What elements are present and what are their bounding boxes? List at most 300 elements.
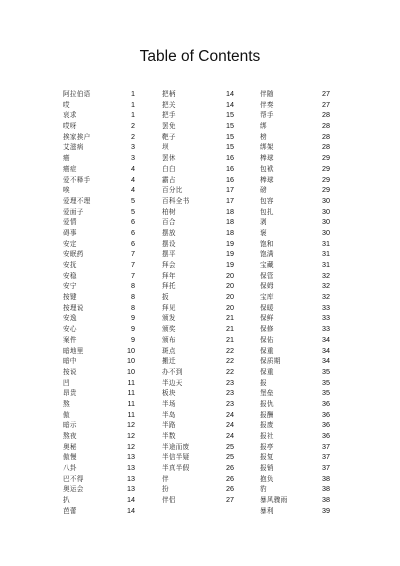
toc-page-number: 28	[322, 110, 330, 120]
toc-page-number: 16	[226, 153, 234, 163]
toc-term: 把关	[162, 100, 176, 109]
toc-entry	[260, 313, 330, 324]
toc-term: 碍事	[63, 228, 77, 237]
toc-entry	[162, 142, 234, 153]
toc-term: 罢休	[162, 154, 176, 163]
toc-page-number: 35	[322, 366, 330, 376]
toc-entry	[260, 506, 330, 517]
toc-term: 搬迁	[162, 357, 176, 366]
toc-page-number: 21	[226, 324, 234, 334]
toc-term: 癌	[63, 154, 70, 163]
toc-page-number: 22	[226, 345, 234, 355]
toc-term: 保重	[260, 346, 274, 355]
toc-page-number: 15	[226, 131, 234, 141]
toc-page-number: 23	[226, 388, 234, 398]
toc-term: 报仇	[260, 399, 274, 408]
toc-page-number: 37	[322, 463, 330, 473]
toc-term: 凹	[63, 378, 70, 387]
toc-column-1	[63, 89, 135, 517]
toc-term: 报社	[260, 432, 274, 440]
toc-term: 傲	[63, 410, 70, 419]
toc-page-number: 8	[131, 302, 135, 312]
toc-entry	[162, 281, 234, 292]
toc-entry	[63, 207, 135, 218]
toc-page-number: 36	[322, 398, 330, 408]
toc-term: 报	[260, 378, 267, 387]
toc-page-number: 4	[131, 185, 135, 195]
toc-entry	[162, 324, 234, 335]
toc-entry	[260, 420, 330, 431]
toc-entry	[63, 153, 135, 164]
toc-entry	[162, 271, 234, 282]
toc-entry	[162, 474, 234, 485]
toc-page-number: 31	[322, 260, 330, 269]
toc-entry	[162, 335, 234, 346]
toc-term: 半信半疑	[162, 453, 190, 462]
toc-page-number: 12	[127, 431, 135, 440]
toc-term: 保佑	[260, 335, 274, 344]
toc-page-number: 10	[127, 356, 135, 366]
toc-page-number: 7	[131, 249, 135, 259]
toc-page-number: 23	[226, 398, 234, 408]
toc-page-number: 22	[226, 366, 234, 376]
toc-page-number: 26	[226, 463, 234, 473]
toc-page-number: 26	[226, 484, 234, 494]
toc-entry	[162, 100, 234, 111]
toc-page-number: 1	[131, 89, 135, 98]
toc-term: 安定	[63, 239, 77, 248]
toc-term: 保管	[260, 271, 274, 280]
toc-term: 半路	[162, 421, 176, 430]
toc-page-number: 16	[226, 163, 234, 173]
toc-term: 堡垒	[260, 389, 274, 398]
toc-entry	[260, 388, 330, 399]
toc-entry	[260, 228, 330, 239]
toc-term: 伴随	[260, 90, 274, 98]
toc-entry	[260, 378, 330, 389]
toc-entry	[162, 260, 234, 271]
toc-term: 保重	[260, 367, 274, 376]
toc-entry	[162, 196, 234, 207]
toc-page-number: 38	[322, 484, 330, 494]
toc-term: 颁发	[162, 314, 176, 323]
toc-term: 艾滋病	[63, 143, 84, 152]
toc-entry	[260, 346, 330, 357]
toc-page-number: 28	[322, 121, 330, 131]
toc-term: 案件	[63, 335, 77, 344]
toc-term: 爱不释手	[63, 175, 91, 184]
toc-term: 摆放	[162, 228, 176, 237]
toc-term: 办不到	[162, 367, 183, 376]
toc-entry	[63, 431, 135, 442]
toc-entry	[162, 484, 234, 495]
toc-term: 半边天	[162, 378, 183, 387]
toc-page-number: 17	[226, 185, 234, 195]
toc-entry	[63, 110, 135, 121]
toc-entry	[260, 217, 330, 228]
toc-page-number: 31	[322, 238, 330, 248]
toc-column-2	[162, 89, 234, 506]
toc-term: 报酬	[260, 410, 274, 419]
toc-page-number: 34	[322, 356, 330, 366]
toc-term: 百分比	[162, 186, 183, 195]
toc-term: 爱理不理	[63, 196, 91, 205]
toc-entry	[260, 132, 330, 143]
toc-entry	[260, 142, 330, 153]
toc-term: 扮	[162, 485, 169, 494]
toc-term: 熬	[63, 399, 70, 408]
toc-term: 保暖	[260, 303, 274, 312]
toc-term: 把手	[162, 111, 176, 120]
toc-term: 霸占	[162, 175, 176, 184]
toc-entry	[260, 175, 330, 186]
toc-term: 饱满	[260, 250, 274, 259]
toc-entry	[162, 207, 234, 218]
toc-entry	[162, 217, 234, 228]
toc-entry	[63, 346, 135, 357]
toc-term: 罢免	[162, 122, 176, 131]
toc-term: 摆平	[162, 250, 176, 259]
toc-page-number: 20	[226, 281, 234, 291]
toc-term: 包扎	[260, 207, 274, 216]
toc-entry	[63, 292, 135, 303]
toc-page-number: 8	[131, 292, 135, 302]
toc-entry	[162, 442, 234, 453]
toc-entry	[260, 121, 330, 132]
toc-term: 靶子	[162, 132, 176, 141]
toc-page-number: 6	[131, 227, 135, 237]
toc-page-number: 30	[322, 206, 330, 216]
toc-page-number: 15	[226, 121, 234, 131]
toc-term: 阿拉伯语	[63, 90, 91, 98]
toc-page-number: 34	[322, 345, 330, 355]
toc-page-number: 35	[322, 388, 330, 398]
toc-page-number: 30	[322, 217, 330, 227]
page-title: Table of Contents	[139, 48, 261, 65]
toc-term: 饱和	[260, 239, 274, 248]
toc-entry	[63, 356, 135, 367]
toc-entry	[162, 110, 234, 121]
toc-entry	[260, 239, 330, 250]
toc-term: 半场	[162, 399, 176, 408]
toc-page-number: 27	[322, 99, 330, 109]
toc-entry	[162, 121, 234, 132]
toc-entry	[260, 164, 330, 175]
toc-entry	[63, 249, 135, 260]
toc-entry	[63, 463, 135, 474]
toc-page-number: 16	[226, 174, 234, 184]
toc-entry	[162, 356, 234, 367]
toc-page-number: 13	[127, 484, 135, 494]
toc-page-number: 15	[226, 110, 234, 120]
toc-entry	[63, 442, 135, 453]
toc-entry	[162, 164, 234, 175]
toc-entry	[63, 217, 135, 228]
toc-entry	[260, 153, 330, 164]
toc-term: 熬夜	[63, 432, 77, 440]
toc-term: 安心	[63, 325, 77, 334]
toc-term: 半数	[162, 432, 176, 440]
toc-page-number: 14	[127, 505, 135, 515]
toc-page-number: 7	[131, 270, 135, 280]
toc-term: 扳	[162, 293, 169, 302]
toc-entry	[63, 484, 135, 495]
toc-term: 按理说	[63, 303, 84, 312]
toc-entry	[63, 474, 135, 485]
toc-page-number: 27	[226, 495, 234, 505]
toc-page-number: 13	[127, 463, 135, 473]
toc-page-number: 26	[226, 473, 234, 483]
toc-page-number: 13	[127, 452, 135, 462]
toc-term: 保修	[260, 325, 274, 334]
toc-page-number: 37	[322, 441, 330, 451]
toc-page-number: 3	[131, 142, 135, 152]
toc-entry	[260, 303, 330, 314]
toc-page-number: 11	[127, 398, 135, 408]
toc-page-number: 29	[322, 163, 330, 173]
toc-term: 保质期	[260, 357, 281, 366]
toc-term: 按说	[63, 367, 77, 376]
toc-entry	[260, 367, 330, 378]
toc-term: 颁奖	[162, 325, 176, 334]
toc-term: 柏树	[162, 207, 176, 216]
toc-entry	[260, 399, 330, 410]
toc-page-number: 21	[226, 334, 234, 344]
toc-page-number: 21	[226, 313, 234, 323]
toc-entry	[63, 303, 135, 314]
toc-term: 爱情	[63, 218, 77, 227]
toc-term: 保鲜	[260, 314, 274, 323]
toc-entry	[162, 346, 234, 357]
toc-page-number: 33	[322, 302, 330, 312]
toc-term: 暗示	[63, 421, 77, 430]
toc-entry	[260, 207, 330, 218]
toc-term: 帮手	[260, 111, 274, 120]
toc-term: 爱面子	[63, 207, 84, 216]
toc-page-number: 13	[127, 473, 135, 483]
toc-entry	[63, 239, 135, 250]
toc-page-number: 19	[226, 260, 234, 269]
toc-entry	[260, 463, 330, 474]
toc-entry	[63, 196, 135, 207]
toc-page-number: 24	[226, 431, 234, 440]
toc-term: 安宁	[63, 282, 77, 291]
toc-entry	[63, 388, 135, 399]
toc-term: 安逸	[63, 314, 77, 323]
toc-term: 报亭	[260, 442, 274, 451]
toc-term: 摆设	[162, 239, 176, 248]
toc-page-number: 3	[131, 153, 135, 163]
toc-page-number: 24	[226, 409, 234, 419]
toc-entry	[162, 292, 234, 303]
toc-page-number: 18	[226, 217, 234, 227]
toc-term: 半真半假	[162, 464, 190, 473]
toc-term: 奥秘	[63, 442, 77, 451]
toc-page-number: 14	[226, 99, 234, 109]
toc-page-number: 34	[322, 334, 330, 344]
toc-page-number: 8	[131, 281, 135, 291]
toc-entry	[162, 463, 234, 474]
toc-term: 板块	[162, 389, 176, 398]
toc-entry	[162, 228, 234, 239]
toc-page-number: 32	[322, 270, 330, 280]
toc-entry	[162, 431, 234, 442]
toc-page-number: 11	[127, 377, 135, 387]
toc-term: 安稳	[63, 271, 77, 280]
toc-term: 暗地里	[63, 346, 84, 355]
toc-entry	[63, 271, 135, 282]
toc-term: 伴奏	[260, 100, 274, 109]
toc-term: 包容	[260, 196, 274, 205]
toc-term: 棒球	[260, 154, 274, 163]
toc-page-number: 36	[322, 431, 330, 440]
toc-page-number: 5	[131, 195, 135, 205]
toc-page-number: 35	[322, 377, 330, 387]
toc-entry	[63, 335, 135, 346]
toc-entry	[63, 378, 135, 389]
toc-page-number: 14	[226, 89, 234, 98]
toc-page-number: 23	[226, 377, 234, 387]
toc-entry	[63, 260, 135, 271]
toc-term: 斑点	[162, 346, 176, 355]
toc-entry	[63, 132, 135, 143]
toc-term: 磅	[260, 186, 267, 195]
toc-term: 榜	[260, 132, 267, 141]
toc-page-number: 19	[226, 249, 234, 259]
toc-page-number: 10	[127, 366, 135, 376]
toc-term: 哎呀	[63, 122, 77, 131]
toc-entry	[63, 506, 135, 517]
toc-entry	[63, 452, 135, 463]
toc-term: 颁布	[162, 335, 176, 344]
toc-term: 棒球	[260, 175, 274, 184]
toc-term: 安眠药	[63, 250, 84, 259]
toc-page-number: 29	[322, 153, 330, 163]
toc-entry	[162, 495, 234, 506]
toc-term: 包袱	[260, 164, 274, 173]
toc-page-number: 12	[127, 441, 135, 451]
toc-page-number: 25	[226, 441, 234, 451]
toc-page-number: 31	[322, 249, 330, 259]
toc-term: 拜年	[162, 271, 176, 280]
toc-entry	[260, 442, 330, 453]
toc-entry	[63, 324, 135, 335]
toc-term: 豹	[260, 485, 267, 494]
toc-term: 唉	[63, 186, 70, 195]
toc-term: 扒	[63, 496, 70, 505]
toc-entry	[63, 121, 135, 132]
toc-entry	[162, 367, 234, 378]
toc-page-number: 20	[226, 292, 234, 302]
toc-term: 按键	[63, 293, 77, 302]
toc-entry	[260, 292, 330, 303]
toc-page-number: 30	[322, 195, 330, 205]
toc-term: 挨家挨户	[63, 132, 91, 141]
toc-page-number: 38	[322, 495, 330, 505]
toc-entry	[63, 175, 135, 186]
toc-page-number: 10	[127, 345, 135, 355]
toc-page-number: 12	[127, 420, 135, 430]
toc-term: 癌症	[63, 164, 77, 173]
toc-term: 哀求	[63, 111, 77, 120]
toc-page-number: 20	[226, 302, 234, 312]
toc-entry	[260, 281, 330, 292]
toc-entry	[63, 142, 135, 153]
toc-entry	[162, 185, 234, 196]
toc-page-number: 25	[226, 452, 234, 462]
toc-column-3	[260, 89, 330, 517]
toc-term: 报复	[260, 453, 274, 462]
toc-page-number: 24	[226, 420, 234, 430]
toc-entry	[63, 399, 135, 410]
toc-term: 褒	[260, 228, 267, 237]
toc-term: 伴侣	[162, 496, 176, 505]
toc-entry	[260, 324, 330, 335]
toc-page-number: 32	[322, 281, 330, 291]
toc-page-number: 6	[131, 238, 135, 248]
toc-entry	[260, 249, 330, 260]
toc-term: 报销	[260, 464, 274, 473]
toc-term: 暴风骤雨	[260, 496, 288, 505]
toc-entry	[260, 185, 330, 196]
toc-entry	[260, 484, 330, 495]
toc-entry	[63, 410, 135, 421]
toc-entry	[63, 495, 135, 506]
toc-page-number: 37	[322, 452, 330, 462]
toc-page-number: 2	[131, 131, 135, 141]
toc-page-number: 9	[131, 334, 135, 344]
toc-entry	[260, 431, 330, 442]
toc-entry	[162, 388, 234, 399]
toc-entry	[162, 399, 234, 410]
toc-entry	[260, 335, 330, 346]
toc-page-number: 4	[131, 163, 135, 173]
toc-entry	[260, 356, 330, 367]
toc-page-number: 1	[131, 99, 135, 109]
toc-entry	[162, 89, 234, 100]
toc-term: 八卦	[63, 464, 77, 473]
toc-term: 昂贵	[63, 389, 77, 398]
toc-page-number: 33	[322, 324, 330, 334]
toc-entry	[260, 452, 330, 463]
toc-page-number: 18	[226, 227, 234, 237]
toc-entry	[162, 410, 234, 421]
toc-entry	[260, 89, 330, 100]
toc-term: 半途而废	[162, 442, 190, 451]
toc-entry	[162, 132, 234, 143]
toc-page-number: 15	[226, 142, 234, 152]
toc-page-number: 29	[322, 174, 330, 184]
toc-term: 百合	[162, 218, 176, 227]
toc-term: 奥运会	[63, 485, 84, 494]
toc-entry	[260, 474, 330, 485]
toc-entry	[63, 164, 135, 175]
toc-entry	[162, 303, 234, 314]
toc-term: 芭蕾	[63, 506, 77, 515]
toc-term: 半岛	[162, 410, 176, 419]
toc-entry	[63, 281, 135, 292]
toc-term: 抱负	[260, 474, 274, 483]
toc-term: 暗中	[63, 357, 77, 366]
toc-page-number: 7	[131, 260, 135, 269]
toc-page-number: 17	[226, 195, 234, 205]
toc-entry	[162, 313, 234, 324]
toc-entry	[162, 420, 234, 431]
toc-entry	[162, 378, 234, 389]
toc-term: 傲慢	[63, 453, 77, 462]
toc-page-number: 32	[322, 292, 330, 302]
toc-entry	[260, 410, 330, 421]
